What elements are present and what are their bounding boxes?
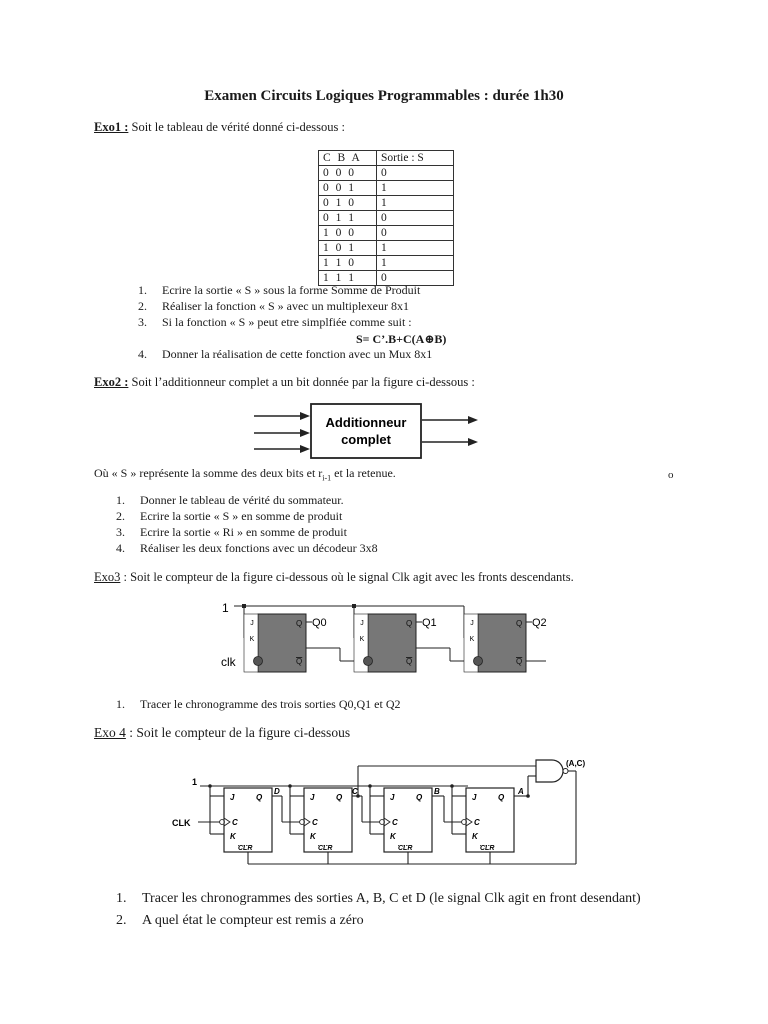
table-cell-output: 1 [377, 241, 454, 256]
ff-qbar-label: Q [516, 657, 523, 666]
truth-table-header-inputs: C B A [319, 151, 377, 166]
output-label-b: B [434, 787, 440, 796]
ff-clr-label: CLR [480, 845, 495, 852]
ff-qbar-label: Q [406, 657, 413, 666]
exo2-intro: Soit l’additionneur complet a un bit donnée par la figure ci-dessous : [131, 375, 475, 389]
exo3-label: Exo3 [94, 570, 121, 584]
table-cell-output: 0 [377, 271, 454, 286]
ff-q-label: Q [296, 619, 303, 628]
exo1-intro: Soit le tableau de vérité donné ci-dessous : [131, 120, 345, 134]
question-number: 2. [116, 913, 127, 928]
list-item [116, 888, 641, 910]
table-cell-output: 0 [377, 226, 454, 241]
exo1-question4 [138, 346, 432, 362]
ff-q-label: Q [516, 619, 523, 628]
output-label-q2: Q2 [532, 617, 547, 629]
exo4-questions [116, 888, 641, 932]
clock-bubble-icon [364, 657, 373, 666]
list-item [116, 508, 378, 524]
list-item [138, 298, 420, 314]
table-cell-inputs: 1 1 1 [319, 271, 377, 286]
ff-k-label: K [359, 636, 365, 643]
full-adder-diagram [240, 396, 490, 462]
ff-q-label: Q [498, 793, 505, 802]
ff-k-label: K [390, 832, 396, 841]
gate-output-label: (A,C) [566, 759, 586, 768]
ff-k-label: K [472, 832, 478, 841]
table-cell-output: 0 [377, 211, 454, 226]
list-item [116, 910, 641, 932]
exo3-intro: : Soit le compteur de la figure ci-dessous où le signal Clk agit avec les fronts descendants. [123, 570, 574, 584]
question-number: 1. [116, 697, 125, 711]
ff-c-label: C [312, 818, 318, 827]
question-text: Ecrire la sortie « Ri » en somme de produit [140, 525, 347, 539]
truth-table-header-output: Sortie : S [377, 151, 454, 166]
ff-q-label: Q [406, 619, 413, 628]
ff-q-label: Q [336, 793, 343, 802]
jk-flipflop-q1 [354, 614, 437, 672]
question-number: 3. [116, 525, 125, 539]
ff-c-label: C [232, 818, 238, 827]
ff-clr-label: CLR [398, 845, 413, 852]
ff-j-label: J [390, 793, 395, 802]
ff-j-label: J [230, 793, 235, 802]
exam-title: Examen Circuits Logiques Programmables : durée 1h30 [204, 88, 564, 104]
list-item [116, 696, 401, 712]
output-label-d: D [274, 787, 280, 796]
question-number: 2. [138, 299, 147, 313]
ff-clr-label: CLR [318, 845, 333, 852]
exo2-questions [116, 492, 378, 556]
exo3-heading [94, 570, 574, 585]
output-label-q1: Q1 [422, 617, 437, 629]
exo2-heading [94, 375, 475, 390]
question-text: Réaliser la fonction « S » avec un multiplexeur 8x1 [162, 299, 409, 313]
exo4-counter-diagram [168, 752, 608, 872]
adder-block-label-1: Additionneur [325, 415, 407, 430]
table-cell-inputs: 0 1 1 [319, 211, 377, 226]
question-text: Ecrire la sortie « S » en somme de produit [140, 509, 343, 523]
ff-clr-label: CLR [238, 845, 253, 852]
table-row [319, 256, 454, 271]
table-cell-inputs: 1 1 0 [319, 256, 377, 271]
exo3-clk-label: clk [221, 655, 236, 669]
table-cell-inputs: 1 0 1 [319, 241, 377, 256]
question-number: 4. [138, 347, 147, 361]
exo1-heading [94, 120, 345, 135]
truth-table-header-row [319, 151, 454, 166]
table-cell-output: 0 [377, 166, 454, 181]
nand-gate [536, 759, 585, 782]
ff-k-label: K [469, 636, 475, 643]
ff-q-label: Q [416, 793, 423, 802]
question-text: Réaliser les deux fonctions avec un décodeur 3x8 [140, 541, 378, 555]
adder-block [311, 404, 421, 458]
stray-mark: o [668, 469, 674, 481]
question-number: 1. [116, 493, 125, 507]
jk-flipflop-a [462, 787, 524, 852]
table-cell-inputs: 0 0 0 [319, 166, 377, 181]
table-row [319, 226, 454, 241]
jk-flipflop-b [380, 787, 440, 852]
ff-j-label: J [360, 620, 364, 627]
table-cell-inputs: 0 0 1 [319, 181, 377, 196]
exo2-label: Exo2 : [94, 375, 129, 389]
table-row [319, 196, 454, 211]
question-text: A quel état le compteur est remis a zéro [142, 913, 364, 928]
ff-j-label: J [310, 793, 315, 802]
adder-block-label-2: complet [341, 432, 391, 447]
ff-qbar-label: Q [296, 657, 303, 666]
question-number: 3. [138, 315, 147, 329]
exo3-counter-diagram [216, 596, 556, 682]
exo2-note-end: et la retenue. [331, 466, 396, 480]
table-row [319, 211, 454, 226]
table-cell-output: 1 [377, 196, 454, 211]
question-number: 2. [116, 509, 125, 523]
ff-j-label: J [472, 793, 477, 802]
question-text: Tracer le chronogramme des trois sorties Q0,Q1 et Q2 [140, 697, 401, 711]
truth-table [318, 150, 454, 286]
list-item [116, 524, 378, 540]
exo4-heading [94, 725, 350, 741]
question-number: 1. [138, 283, 147, 297]
exo2-note [94, 466, 396, 482]
ff-c-label: C [392, 818, 398, 827]
table-row [319, 241, 454, 256]
exo1-questions [138, 282, 420, 330]
output-label-a: A [518, 787, 524, 796]
question-text: Donner la réalisation de cette fonction avec un Mux 8x1 [162, 347, 433, 361]
ff-c-label: C [474, 818, 480, 827]
inverter-bubble-icon [563, 769, 568, 774]
question-text: Ecrire la sortie « S » sous la forme Somme de Produit [162, 283, 421, 297]
question-number: 4. [116, 541, 125, 555]
exo4-clk-label: CLK [172, 818, 191, 828]
jk-flipflop-c [300, 787, 358, 852]
table-cell-inputs: 1 0 0 [319, 226, 377, 241]
exo3-questions [116, 696, 401, 712]
ff-j-label: J [470, 620, 474, 627]
exo4-label: Exo 4 [94, 725, 126, 740]
jk-flipflop-d [220, 787, 280, 852]
ff-k-label: K [310, 832, 316, 841]
simplified-formula: S= C’.B+C(A⊕B) [356, 332, 447, 346]
list-item [116, 492, 378, 508]
clock-bubble-icon [254, 657, 263, 666]
exo4-one-label: 1 [192, 777, 198, 787]
ff-j-label: J [250, 620, 254, 627]
clock-bubble-icon [474, 657, 483, 666]
exo4-intro: : Soit le compteur de la figure ci-dessous [129, 725, 351, 740]
question-text: Tracer les chronogrammes des sorties A, B, C et D (le signal Clk agit en front desendant) [142, 891, 641, 906]
list-item [138, 282, 420, 298]
list-item [116, 540, 378, 556]
list-item [138, 314, 420, 330]
table-row [319, 181, 454, 196]
exo2-note-text: Où « S » représente la somme des deux bits et r [94, 466, 323, 480]
list-item [138, 346, 432, 362]
exo2-note-subscript: i-1 [322, 473, 332, 483]
output-label-c: C [352, 787, 358, 796]
output-label-q0: Q0 [312, 617, 327, 629]
ff-k-label: K [249, 636, 255, 643]
table-cell-output: 1 [377, 256, 454, 271]
exo3-one-label: 1 [222, 601, 229, 615]
question-text: Si la fonction « S » peut etre simplfiée comme suit : [162, 315, 412, 329]
question-number: 1. [116, 891, 127, 906]
ff-q-label: Q [256, 793, 263, 802]
table-cell-inputs: 0 1 0 [319, 196, 377, 211]
question-text: Donner le tableau de vérité du sommateur. [140, 493, 344, 507]
ff-k-label: K [230, 832, 236, 841]
jk-flipflop-q0 [244, 614, 327, 672]
table-cell-output: 1 [377, 181, 454, 196]
exo1-label: Exo1 : [94, 120, 129, 134]
jk-flipflop-q2 [464, 614, 547, 672]
table-row [319, 166, 454, 181]
